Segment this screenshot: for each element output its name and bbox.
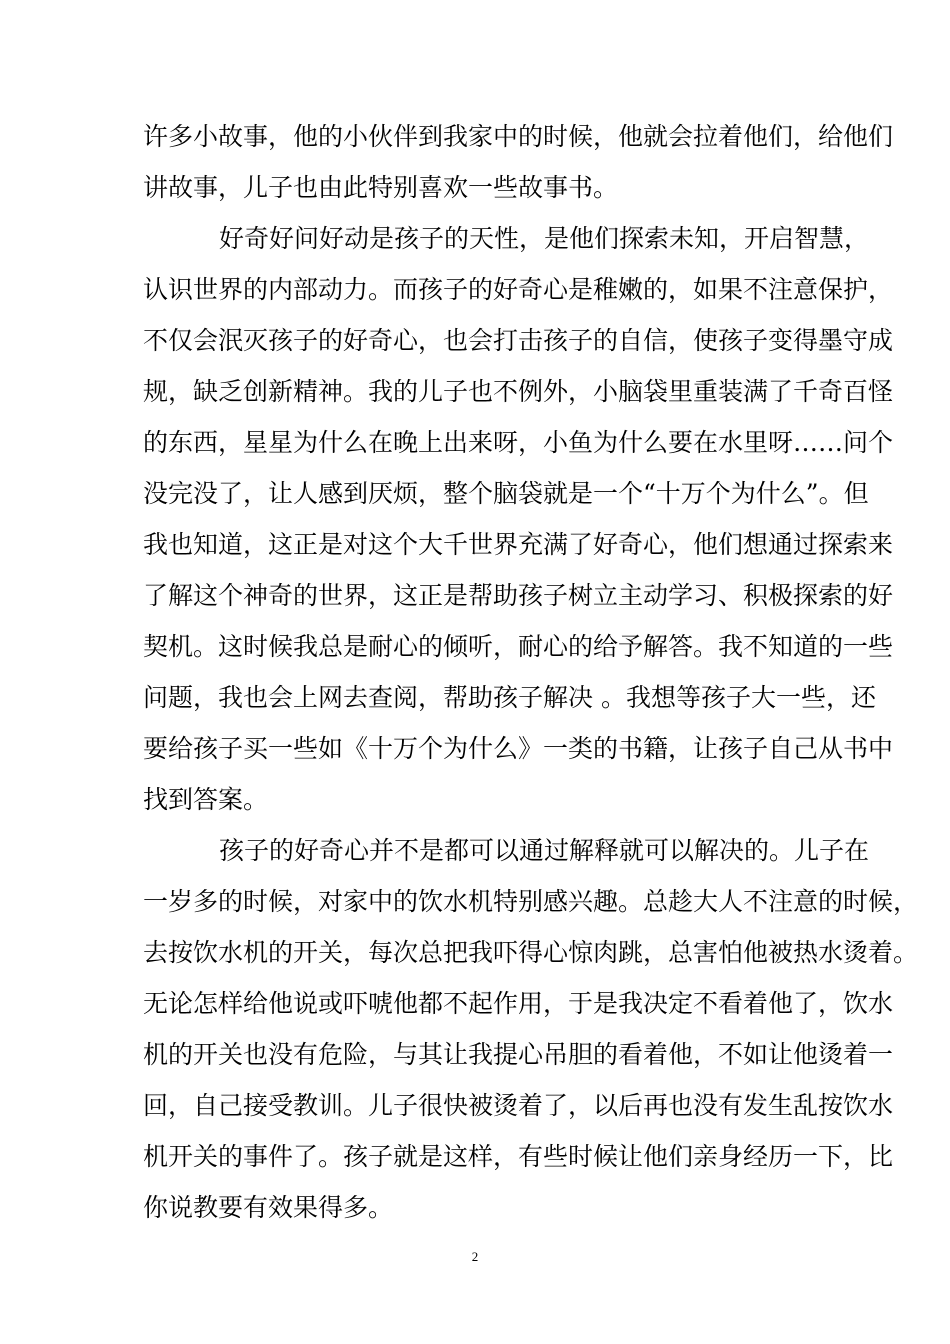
text-line: 认识世界的内部动力。而孩子的好奇心是稚嫩的，如果不注意保护， bbox=[143, 275, 894, 304]
text-line: 契机。这时候我总是耐心的倾听，耐心的给予解答。我不知道的一些 bbox=[143, 632, 894, 661]
text-line: 好奇好问好动是孩子的天性，是他们探索未知，开启智慧， bbox=[219, 224, 870, 253]
text-line: 了解这个神奇的世界，这正是帮助孩子树立主动学习、积极探索的好 bbox=[143, 581, 894, 610]
text-line: 无论怎样给他说或吓唬他都不起作用，于是我决定不看着他了，饮水 bbox=[143, 989, 894, 1018]
text-line: 讲故事，儿子也由此特别喜欢一些故事书。 bbox=[143, 173, 619, 202]
text-line: 我也知道，这正是对这个大千世界充满了好奇心，他们想通过探索来 bbox=[143, 530, 894, 559]
text-line: 不仅会泯灭孩子的好奇心，也会打击孩子的自信，使孩子变得墨守成 bbox=[143, 326, 894, 355]
text-line: 找到答案。 bbox=[143, 785, 269, 814]
text-line: 你说教要有效果得多。 bbox=[143, 1193, 394, 1222]
text-line: 一岁多的时候，对家中的饮水机特别感兴趣。总趁大人不注意的时候， bbox=[143, 887, 919, 916]
text-line: 问题，我也会上网去查阅，帮助孩子解决 。我想等孩子大一些，还 bbox=[143, 683, 876, 712]
text-line: 孩子的好奇心并不是都可以通过解释就可以解决的。儿子在 bbox=[219, 836, 870, 865]
text-line: 要给孩子买一些如《十万个为什么》一类的书籍，让孩子自己从书中 bbox=[143, 734, 894, 763]
text-line: 的东西，星星为什么在晚上出来呀，小鱼为什么要在水里呀……问个 bbox=[143, 428, 894, 457]
text-line: 规，缺乏创新精神。我的儿子也不例外，小脑袋里重装满了千奇百怪 bbox=[143, 377, 894, 406]
text-line: 机的开关也没有危险，与其让我提心吊胆的看着他，不如让他烫着一 bbox=[143, 1040, 894, 1069]
text-line: 许多小故事，他的小伙伴到我家中的时候，他就会拉着他们，给他们 bbox=[143, 122, 894, 151]
page-number: 2 bbox=[471, 1249, 479, 1264]
text-line: 机开关的事件了。孩子就是这样，有些时候让他们亲身经历一下，比 bbox=[143, 1142, 894, 1171]
text-line: 回，自己接受教训。儿子很快被烫着了，以后再也没有发生乱按饮水 bbox=[143, 1091, 894, 1120]
text-line: 没完没了，让人感到厌烦，整个脑袋就是一个“十万个为什么”。但 bbox=[143, 479, 869, 508]
text-line: 去按饮水机的开关，每次总把我吓得心惊肉跳，总害怕他被热水烫着。 bbox=[143, 938, 919, 967]
